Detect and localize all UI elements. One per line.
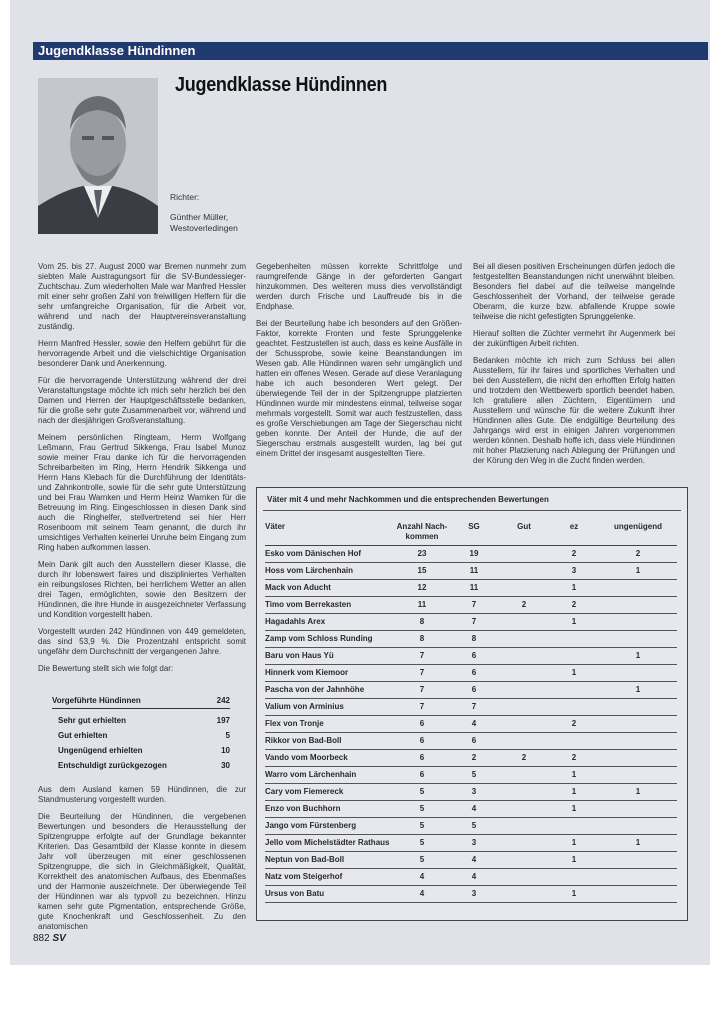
table-cell: Enzo von Buchhorn: [265, 801, 395, 818]
judge-photo: [38, 78, 158, 234]
summary-label: Sehr gut erhielten: [58, 716, 127, 725]
table-cell: [599, 699, 677, 716]
table-cell: [499, 631, 549, 648]
table-row: [265, 818, 677, 835]
paragraph: Bei all diesen positiven Erscheinungen dürfen jedoch die festgestellten Beanstandungen nicht unerwähnt bleiben. Besonders fiel dabei auf die teilweise mangelnde Geschlossenheit der Vorhand, der teilweise gerade Oberarm, die kurze bzw. abfallende Kruppe sowie teilweise die nicht gefestigten Sprunggelenke.: [473, 262, 675, 321]
table-body: [265, 546, 677, 903]
table-cell: 5: [395, 818, 449, 835]
table-cell: [499, 835, 549, 852]
magazine-page: [10, 0, 710, 965]
table-cell: [499, 580, 549, 597]
section-banner: [33, 42, 708, 60]
table-cell: Cary vom Fiemereck: [265, 784, 395, 801]
table-row: [265, 852, 677, 869]
table-cell: [499, 801, 549, 818]
table-cell: Ursus von Batu: [265, 886, 395, 903]
judge-name: Günther Müller,: [170, 212, 229, 222]
table-cell: [599, 801, 677, 818]
summary-row: [52, 713, 230, 728]
table-row: [265, 648, 677, 665]
table-cell: [499, 852, 549, 869]
table-cell: [499, 784, 549, 801]
table-cell: Hinnerk vom Kiemoor: [265, 665, 395, 682]
paragraph: Vorgestellt wurden 242 Hündinnen von 449 gemeldeten, das sind 53,9 %. Die Prozentzahl entspricht somit ungefähr dem Durchschnitt der vergangenen Jahre.: [38, 627, 246, 656]
table-cell: 3: [449, 886, 499, 903]
table-cell: 5: [449, 818, 499, 835]
table-cell: [499, 699, 549, 716]
table-cell: [599, 767, 677, 784]
table-row: [265, 886, 677, 903]
table-cell: Rikkor von Bad-Boll: [265, 733, 395, 750]
table-cell: 5: [395, 784, 449, 801]
table-cell: [499, 563, 549, 580]
summary-value: 10: [221, 746, 230, 755]
table-cell: Esko vom Dänischen Hof: [265, 546, 395, 563]
table-caption: Väter mit 4 und mehr Nachkommen und die entsprechenden Bewertungen: [267, 495, 549, 504]
table-cell: [549, 631, 599, 648]
table-row: [265, 546, 677, 563]
page-footer: [33, 933, 66, 944]
column-header: SG: [449, 520, 499, 546]
table-cell: 7: [449, 614, 499, 631]
paragraph: Meinem persönlichen Ringteam, Herrn Wolfgang Leßmann, Frau Gertrud Sikkenga, Frau Isabel Munoz sowie meiner Frau danke ich für die hervorragenden Schreibarbeiten im Ring, Herrn Hendrik Sikkenga und Herrn Hans Klebach für die Durchführung der Identitäts- und Zahnkontrolle, sowie für die sehr gute Unterstützung und bei Frau Warnken und Herrn Heinz Warnken für die Betreuung im Ring. Eingeschlossen in diesen Dank sind auch die Ringhelfer, stellvertretend sei hier Herr Rosenboom mit seinem Team genannt, die durch ihr umsichtiges Verhalten keinerlei Unruhe beim Eingang zum Ring haben aufkommen lassen.: [38, 433, 246, 552]
table-cell: 6: [395, 767, 449, 784]
table-cell: 1: [549, 580, 599, 597]
table-cell: 1: [549, 801, 599, 818]
column-header: Väter: [265, 520, 395, 546]
table-cell: 11: [449, 580, 499, 597]
table-row: [265, 699, 677, 716]
table-cell: [499, 648, 549, 665]
table-cell: Hagadahls Arex: [265, 614, 395, 631]
judge-label: Richter:: [170, 192, 200, 202]
table-cell: 2: [499, 597, 549, 614]
table-header-row: [265, 520, 677, 546]
table-cell: Pascha von der Jahnhöhe: [265, 682, 395, 699]
table-cell: 12: [395, 580, 449, 597]
table-row: [265, 580, 677, 597]
text-column-1: [38, 262, 246, 681]
paragraph: Aus dem Ausland kamen 59 Hündinnen, die zur Standmusterung vorgestellt wurden.: [38, 785, 246, 804]
table-cell: [599, 818, 677, 835]
table-row: [265, 631, 677, 648]
column-header: ungenügend: [599, 520, 677, 546]
table-cell: [599, 869, 677, 886]
evaluation-summary: [52, 693, 230, 773]
table-cell: 2: [549, 750, 599, 767]
table-cell: 15: [395, 563, 449, 580]
table-cell: Timo vom Berrekasten: [265, 597, 395, 614]
table-cell: 4: [449, 801, 499, 818]
table-cell: Mack von Aducht: [265, 580, 395, 597]
table-row: [265, 597, 677, 614]
summary-head: [52, 693, 230, 709]
summary-row: [52, 743, 230, 758]
table-row: [265, 563, 677, 580]
summary-value: 5: [225, 731, 230, 740]
table-cell: [599, 631, 677, 648]
judge-place: Westoverledingen: [170, 223, 238, 233]
table-cell: 6: [449, 682, 499, 699]
column-header: ez: [549, 520, 599, 546]
table-row: [265, 767, 677, 784]
table-cell: 1: [599, 682, 677, 699]
paragraph: Vom 25. bis 27. August 2000 war Bremen nunmehr zum siebten Male Austragungsort für die SV-Bundessieger-Zuchtschau. Zum wiederholten Male war Manfred Hessler mit einer sehr großen Zahl von freiwilligen Helfern für die sehr umfangreiche Organisation, für die Arbeit vor, während und nach der Hauptvereinsveranstaltung zuständig.: [38, 262, 246, 331]
page-title: Jugendklasse Hündinnen: [175, 74, 388, 96]
table-cell: 6: [449, 665, 499, 682]
table-cell: 1: [599, 784, 677, 801]
table-row: [265, 665, 677, 682]
table-cell: 2: [499, 750, 549, 767]
table-cell: [599, 716, 677, 733]
table-cell: [499, 682, 549, 699]
paragraph: Bedanken möchte ich mich zum Schluss bei allen Ausstellern, für ihr faires und sportliches Verhalten und bei den Ausstellern, die nicht den erhofften Erfolg hatten und trotzdem den Wettbewerb sportlich beendet haben. Ich gratuliere allen Züchtern, Eigentümern und Ausstellern und wünsche für die weitere Zukunft ihrer Hündinnen alles Gute. Die endgültige Beurteilung des Jahrgangs wird erst in einigen Jahren vorgenommen werden können. Deshalb hoffe ich, dass viele Hündinnen mit hoher Platzierung nach Ablegung der Prüfungen und der Körung den Weg in die Zucht finden werden.: [473, 356, 675, 465]
table-cell: 11: [395, 597, 449, 614]
table-cell: 8: [395, 631, 449, 648]
table-cell: 6: [395, 733, 449, 750]
table-cell: 6: [395, 716, 449, 733]
column-header: Gut: [499, 520, 549, 546]
text-column-3: [473, 262, 675, 473]
table-cell: Flex von Tronje: [265, 716, 395, 733]
table-cell: 4: [395, 886, 449, 903]
table-cell: [549, 648, 599, 665]
table-cell: 7: [395, 665, 449, 682]
table-cell: 6: [395, 750, 449, 767]
table-cell: [599, 886, 677, 903]
table-cell: [499, 546, 549, 563]
table-cell: Zamp vom Schloss Runding: [265, 631, 395, 648]
table-cell: [499, 716, 549, 733]
table-cell: 3: [449, 784, 499, 801]
table-cell: 7: [449, 699, 499, 716]
table-cell: 23: [395, 546, 449, 563]
table-cell: 4: [449, 869, 499, 886]
table-cell: [499, 733, 549, 750]
paragraph: Die Bewertung stellt sich wie folgt dar:: [38, 664, 174, 673]
summary-label: Ungenügend erhielten: [58, 746, 143, 755]
summary-row: [52, 758, 230, 773]
table-cell: 2: [599, 546, 677, 563]
table-cell: 2: [549, 597, 599, 614]
table-row: [265, 614, 677, 631]
table-cell: [599, 580, 677, 597]
summary-value: 30: [221, 761, 230, 770]
summary-label: Gut erhielten: [58, 731, 108, 740]
table-cell: 2: [449, 750, 499, 767]
table-cell: 7: [395, 699, 449, 716]
summary-row: [52, 728, 230, 743]
table-cell: [549, 682, 599, 699]
table-cell: 2: [549, 716, 599, 733]
paragraph: Hierauf sollten die Züchter vermehrt ihr Augenmerk bei der zukünftigen Arbeit richten.: [473, 329, 675, 348]
judge-info: [170, 192, 238, 234]
table-cell: 1: [549, 835, 599, 852]
table-cell: Hoss vom Lärchenhain: [265, 563, 395, 580]
table-row: [265, 750, 677, 767]
table-row: [265, 869, 677, 886]
paragraph: Für die hervorragende Unterstützung während der drei Veranstaltungstage möchte ich mich sehr herzlich bei den Damen und Herren der Hauptgeschäftsstelle bedanken, für die große sehr gute Zusammenarbeit vor, während und nach der diesjährigen Großveranstaltung.: [38, 376, 246, 425]
table-cell: 2: [549, 546, 599, 563]
sires-table-box: [256, 487, 688, 921]
portrait-image: [38, 78, 158, 234]
paragraph: Gegebenheiten müssen korrekte Schrittfolge und raumgreifende Gänge in der geforderten Gangart hinzukommen. Des weiteren muss dies vervollständigt werden durch Frische und Lauffreude bis in die Endphase.: [256, 262, 462, 311]
table-cell: [499, 886, 549, 903]
table-cell: [499, 767, 549, 784]
table-cell: 4: [449, 716, 499, 733]
table-cell: 7: [395, 682, 449, 699]
table-cell: [549, 733, 599, 750]
table-cell: [549, 699, 599, 716]
table-cell: 5: [395, 801, 449, 818]
table-cell: 7: [395, 648, 449, 665]
table-row: [265, 682, 677, 699]
table-cell: 1: [599, 563, 677, 580]
table-cell: 1: [549, 665, 599, 682]
table-cell: Jango vom Fürstenberg: [265, 818, 395, 835]
sires-table: [265, 520, 677, 903]
table-cell: 7: [449, 597, 499, 614]
table-cell: [499, 869, 549, 886]
table-cell: 5: [449, 767, 499, 784]
table-cell: 11: [449, 563, 499, 580]
table-row: [265, 733, 677, 750]
table-cell: [599, 665, 677, 682]
table-cell: 3: [549, 563, 599, 580]
table-cell: 6: [449, 648, 499, 665]
table-cell: 8: [395, 614, 449, 631]
page-number: 882: [33, 933, 50, 944]
column-header: Anzahl Nach-kommen: [395, 520, 449, 546]
table-cell: [549, 818, 599, 835]
table-cell: 6: [449, 733, 499, 750]
table-cell: [599, 733, 677, 750]
table-cell: [549, 869, 599, 886]
summary-value: 242: [216, 696, 230, 705]
paragraph: Herrn Manfred Hessler, sowie den Helfern gebührt für die hervorragende Arbeit und die vielschichtige Organisation besonderer Dank und Anerkennung.: [38, 339, 246, 368]
table-cell: [499, 614, 549, 631]
table-cell: [499, 818, 549, 835]
table-cell: 1: [549, 767, 599, 784]
table-cell: [499, 665, 549, 682]
table-cell: 19: [449, 546, 499, 563]
table-row: [265, 801, 677, 818]
table-cell: 1: [599, 835, 677, 852]
table-cell: [599, 750, 677, 767]
table-cell: 1: [549, 614, 599, 631]
table-cell: 4: [395, 869, 449, 886]
sv-logo: SV: [52, 933, 66, 944]
table-cell: Warro vom Lärchenhain: [265, 767, 395, 784]
paragraph: Mein Dank gilt auch den Ausstellern dieser Klasse, die durch ihr lobenswert faires und diszipliniertes Verhalten ein reibungsloses Richten, bei herrlichem Wetter an allen drei Tagen, ermöglichten, sowie den Besitzern der Hündinnen, die ihre Hunde in ausgezeichneter Verfassung und Kondition vorgestellt haben.: [38, 560, 246, 619]
table-cell: [599, 597, 677, 614]
table-cell: [599, 852, 677, 869]
table-row: [265, 835, 677, 852]
banner-label: Jugendklasse Hündinnen: [38, 43, 196, 58]
table-cell: Jello vom Michelstädter Rathaus: [265, 835, 395, 852]
paragraph: Die Beurteilung der Hündinnen, die vergebenen Bewertungen und besonders die Herausstellung der Spitzengruppe erfolgte auf der Grundlage bekannter Kriterien. Das Gesamtbild der Klasse konnte in diesem Jahr voll überzeugen mit einer geschlossenen Spitzengruppe, die sich in Gleichmäßigkeit, Qualität, Korrektheit des anatomischen Aufbaus, des Ebenmaßes und der Harmonie auszeichnete. Der überwiegende Teil der Hündinnen war als typvoll zu bezeichnen. Hinzu kamen sehr gute Pigmentation, entsprechende Größe, gute Knochenkraft und Geschlossenheit. Zu den anatomischen: [38, 812, 246, 931]
summary-label: Entschuldigt zurückgezogen: [58, 761, 167, 770]
table-cell: 4: [449, 852, 499, 869]
table-cell: Vando vom Moorbeck: [265, 750, 395, 767]
table-cell: Natz vom Steigerhof: [265, 869, 395, 886]
summary-label: Vorgeführte Hündinnen: [52, 696, 141, 705]
table-row: [265, 716, 677, 733]
table-cell: Valium von Arminius: [265, 699, 395, 716]
table-cell: 1: [599, 648, 677, 665]
table-cell: 1: [549, 852, 599, 869]
table-cell: Neptun von Bad-Boll: [265, 852, 395, 869]
table-cell: 1: [549, 784, 599, 801]
paragraph: Bei der Beurteilung habe ich besonders auf den Größen-Faktor, korrekte Fronten und feste Sprunggelenke geachtet. Festzustellen ist auch, dass es keine Ausfälle in der Schussprobe, sowie keine Beanstandungen im Wesen gab. Alle Hündinnen waren sehr umgänglich und hatten ein offenes Wesen. Gerade auf diese Veranlagung habe ich auch besonderen Wert gelegt. Der überwiegende Teil der in der Spitzengruppe platzierten Hündinnen wurde mir mindestens einmal, teilweise sogar mehrmals vorgestellt. Somit war auch festzustellen, dass es große Verschiebungen am Tage der Siegerschau nicht geben konnte. Der Anteil der Hunde, die auf der Siegerschau erstmals ausgestellt wurden, lag bei gut einem Drittel der insgesamt ausgestellten Tiere.: [256, 319, 462, 458]
summary-value: 197: [216, 716, 230, 725]
text-column-1-continued: [38, 785, 246, 939]
table-cell: 5: [395, 835, 449, 852]
table-cell: 1: [549, 886, 599, 903]
table-cell: 8: [449, 631, 499, 648]
text-column-2: [256, 262, 462, 466]
table-cell: 3: [449, 835, 499, 852]
table-cell: [599, 614, 677, 631]
table-row: [265, 784, 677, 801]
table-cell: Baru von Haus Yü: [265, 648, 395, 665]
table-cell: 5: [395, 852, 449, 869]
